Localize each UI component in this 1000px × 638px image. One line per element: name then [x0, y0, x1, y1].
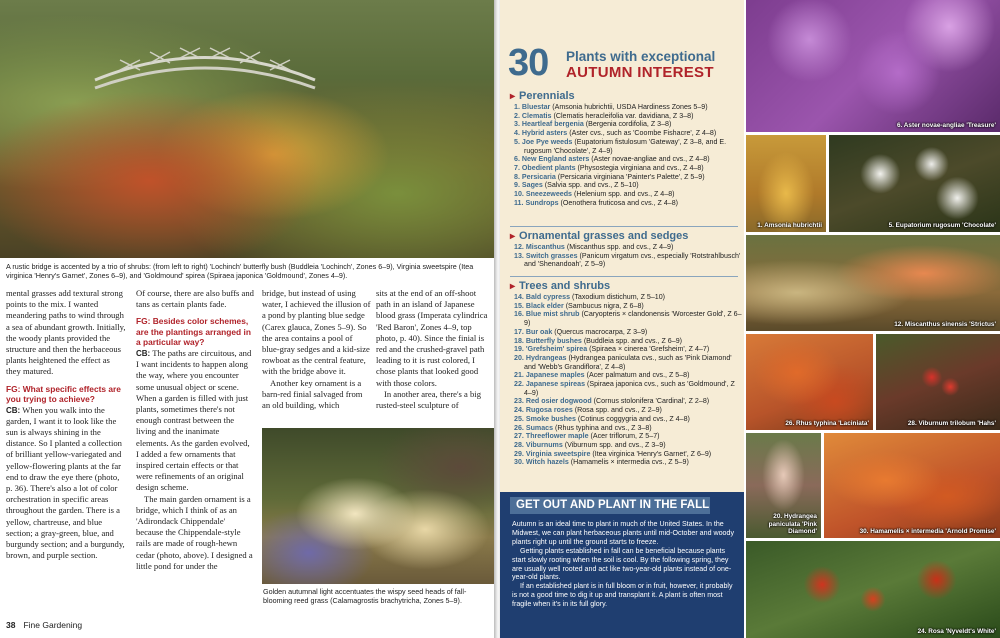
photo-label: 26. Rhus typhina 'Laciniata' [785, 419, 869, 427]
plant-photo [746, 433, 821, 538]
plant-photo [876, 334, 1000, 430]
page-number: 38 [6, 620, 16, 630]
paragraph: In another area, there's a big rusted-steel sculpture of [376, 388, 481, 411]
interview-question: FG: Besides color schemes, are the plantings arranged in a particular way? [136, 316, 251, 348]
plant-list-item: 27. Threeflower maple (Acer triflorum, Z 5–7) [514, 432, 660, 441]
reed-grass-photo [262, 428, 495, 584]
plant-list-item: 16. Blue mist shrub (Caryopteris × clandonensis 'Worcester Gold', Z 6–9) [514, 310, 742, 328]
text-column-2 [136, 288, 254, 572]
plant-list-item: 4. Hybrid asters (Aster cvs., such as 'Coombe Fishacre', Z 4–8) [514, 129, 717, 138]
speaker-initials: CB: [136, 348, 151, 358]
plant-list-item: 2. Clematis (Clematis heracleifolia var. davidiana, Z 3–8) [514, 111, 694, 120]
plant-list-item: 22. Japanese spireas (Spiraea japonica cvs., such as 'Goldmound', Z 4–9) [514, 380, 735, 397]
paragraph: CB: The paths are circuitous, and I want incidents to happen along the way, where you encounter some unusual object or scene. When a garden is filled with just plants, sometimes there's not enough contrast between the living and the inanimate elements. As the garden evolved, I added a few ornaments that inspired certain effects or that were refinements of an original design scheme. [136, 347, 252, 493]
plant-list-item: 23. Red osier dogwood (Cornus stolonifera 'Cardinal', Z 2–8) [514, 397, 710, 406]
plant-photo [746, 235, 1000, 331]
plant-list-item: 24. Rugosa roses (Rosa spp. and cvs., Z 2–9) [514, 406, 662, 415]
plant-in-fall-box [500, 492, 744, 638]
headline-line-2: AUTUMN INTEREST [566, 64, 714, 81]
speaker-initials: CB: [6, 405, 21, 415]
plant-list-item: 7. Obedient plants (Physostegia virginiana and cvs., Z 4–8) [514, 163, 704, 172]
photo-label: 5. Eupatorium rugosum 'Chocolate' [888, 221, 996, 229]
photo-label: 30. Hamamelis × intermedia 'Arnold Promise' [859, 527, 996, 535]
grasses-heading: ▸ Ornamental grasses and sedges [510, 230, 688, 242]
paragraph: CB: When you walk into the garden, I want it to look like the sun is always shining in the distance. So I planted a collection of brilliant yellow-variegated and yellow-flowering plants at the far end to draw the eye there (photo, p. 36). There's also a lot of color orchestration in specific areas throughout the garden. There is a yellow, chartreuse, and blue section; a gray-green, blue, and burgundy section; and a burgundy, brown, and purple section. [6, 404, 125, 561]
plant-list-item: 9. Sages (Salvia spp. and cvs., Z 5–10) [514, 181, 639, 190]
headline-number: 30 [508, 42, 549, 84]
plant-list-item: 5. Joe Pye weeds (Eupatorium fistulosum 'Gateway', Z 3–8, and E. rugosum 'Chocolate', Z 4–9) [514, 137, 727, 155]
photo-label: 20. Hydrangea paniculata 'Pink Diamond' [768, 513, 817, 535]
photo-label: 1. Amsonia hubrichtii [757, 221, 822, 229]
plant-list-item: 17. Bur oak (Quercus macrocarpa, Z 3–9) [514, 327, 648, 336]
perennials-heading: ▸ Perennials [510, 90, 575, 102]
text-column-1 [6, 288, 126, 561]
plant-list-panel [500, 0, 744, 492]
plant-list-item: 20. Hydrangeas (Hydrangea paniculata cvs., such as 'Pink Diamond' and 'Webb's Grandiflora', Z 4–8) [514, 353, 732, 371]
plant-photo-grid [746, 0, 1000, 638]
plant-list-item: 15. Black elder (Sambucus nigra, Z 6–8) [514, 301, 644, 310]
sidebar-headline [508, 43, 743, 87]
plant-list-item: 14. Bald cypress (Taxodium distichum, Z 5–10) [514, 293, 666, 301]
photo-label: 6. Aster novae-angliae 'Treasure' [896, 121, 996, 129]
plant-photo [746, 135, 826, 232]
plant-list-item: 25. Smoke bushes (Cotinus coggygria and cvs., Z 4–8) [514, 414, 690, 423]
paragraph: Getting plants established in fall can be beneficial because plants start slowly rooting when the soil is cool. By the following spring, they are usually well rooted and act like two-year-old plants instead of one-year-old plants. [512, 546, 732, 582]
trees-list [514, 293, 742, 467]
right-page [500, 0, 1000, 638]
plant-list-item: 21. Japanese maples (Acer palmatum and cvs., Z 5–8) [514, 371, 690, 380]
plant-list-item: 6. New England asters (Aster novae-angliae and cvs., Z 4–8) [514, 155, 710, 164]
plant-list-item: 18. Butterfly bushes (Buddleia spp. and cvs., Z 6–9) [514, 336, 682, 345]
plant-list-item: 28. Viburnums (Viburnum spp. and cvs., Z 3–9) [514, 440, 666, 449]
plant-list-item: 1. Bluestar (Amsonia hubrichtii, USDA Hardiness Zones 5–9) [514, 103, 708, 111]
plant-list-item: 30. Witch hazels (Hamamelis × intermedia cvs., Z 5–9) [514, 458, 689, 467]
paragraph: sits at the end of an off-shoot path in an island of Japanese blood grass (Imperata cylindrica 'Red Baron', Zones 4–9, top photo, p. 40). Since the finial is red and the crushed-gravel path leading to it is rust colored, I chose plants that looked good with those colors. [376, 288, 488, 388]
plant-photo [746, 541, 1000, 638]
fall-box-title: GET OUT AND PLANT IN THE FALL [510, 497, 710, 514]
photo-label: 12. Miscanthus sinensis 'Strictus' [894, 320, 996, 328]
plant-list-item: 8. Persicaria (Persicaria virginiana 'Painter's Palette', Z 5–9) [514, 172, 705, 181]
magazine-name: Fine Gardening [23, 620, 83, 630]
paragraph: Another key ornament is a barn-red finial salvaged from an old building, which [262, 377, 363, 411]
page-folio [6, 620, 82, 630]
paragraph: Of course, there are also buffs and tans as certain plants fade. [136, 288, 254, 310]
paragraph: Autumn is an ideal time to plant in much of the United States. In the Midwest, we can plant herbaceous plants until mid-October and woody plants right up until the ground starts to freeze. [512, 520, 734, 546]
paragraph: mental grasses add textural strong points to the mix. I wanted meandering paths to wind through a sea of abundant growth. Initially, the woody plants provided the structure and then the herbaceous plants heightened the effect as they matured. [6, 288, 126, 377]
left-page [0, 0, 497, 638]
text-column-4 [376, 288, 492, 411]
paragraph: bridge, but instead of using water, I achieved the illusion of a pond by planting blue sedge (Carex glauca, Zones 5–9). So the area contains a pool of blue-gray sedges and a kid-size rowboat as the central feature, with the bridge above it. [262, 288, 371, 377]
plant-photo [746, 0, 1000, 132]
plant-list-item: 10. Sneezeweeds (Helenium spp. and cvs., Z 4–8) [514, 190, 675, 199]
plant-list-item: 3. Heartleaf bergenia (Bergenia cordifolia, Z 3–8) [514, 120, 672, 129]
section-divider [510, 276, 738, 277]
paragraph: The main garden ornament is a bridge, which I think of as an 'Adirondack Chippendale' because the Chippendale-style rails are made of rough-hewn cedar (photo, above). I designed a little pond for under the [136, 493, 253, 571]
perennials-list [514, 103, 742, 207]
plant-list-item: 26. Sumacs (Rhus typhina and cvs., Z 3–8) [514, 423, 652, 432]
section-divider [510, 226, 738, 227]
trees-heading: ▸ Trees and shrubs [510, 280, 610, 292]
plant-list-item: 29. Virginia sweetspire (Itea virginica 'Henry's Garnet', Z 6–9) [514, 449, 712, 458]
photo-label: 24. Rosa 'Nyveldt's White' [917, 627, 996, 635]
plant-list-item: 12. Miscanthus (Miscanthus spp. and cvs., Z 4–9) [514, 243, 674, 251]
plant-photo [824, 433, 1000, 538]
plant-list-item: 13. Switch grasses (Panicum virgatum cvs., especially 'Rotstrahlbusch' and 'Shenandoah', Z 5–9) [514, 251, 741, 269]
plant-list-item: 11. Sundrops (Oenothera fruticosa and cvs., Z 4–8) [514, 198, 679, 207]
grass-photo-caption: Golden autumnal light accentuates the wispy seed heads of fall-blooming reed grass (Calamagrostis brachytricha, Zones 5–9). [263, 587, 467, 605]
plant-photo [829, 135, 1000, 232]
paragraph: If an established plant is in full bloom or in fruit, however, it probably is not a good time to dig it up and transplant it. A plant is often most fragile when it's in its full glory. [512, 582, 733, 609]
plant-photo [746, 334, 873, 430]
main-photo-caption: A rustic bridge is accented by a trio of shrubs: (from left to right) 'Lochinch' butterfly bush (Buddleia 'Lochinch', Zones 6–9), Virginia sweetspire (Itea virginica 'Henry's Garnet', Zones 6–9), and 'Goldmound' spirea (Spiraea japonica 'Goldmound', Zones 4–9). [6, 262, 474, 280]
bridge-garden-photo [0, 0, 497, 258]
rustic-bridge-illustration [90, 30, 320, 90]
plant-list-item: 19. 'Grefsheim' spirea (Spiraea × cinerea 'Grefsheim', Z 4–7) [514, 345, 710, 354]
text-column-3 [262, 288, 372, 411]
photo-label: 28. Viburnum trilobum 'Hahs' [907, 419, 996, 427]
interview-question: FG: What specific effects are you trying to achieve? [6, 383, 121, 405]
fall-box-body [512, 520, 736, 609]
headline-line-1: Plants with exceptional [566, 49, 716, 64]
grasses-list [514, 243, 742, 269]
